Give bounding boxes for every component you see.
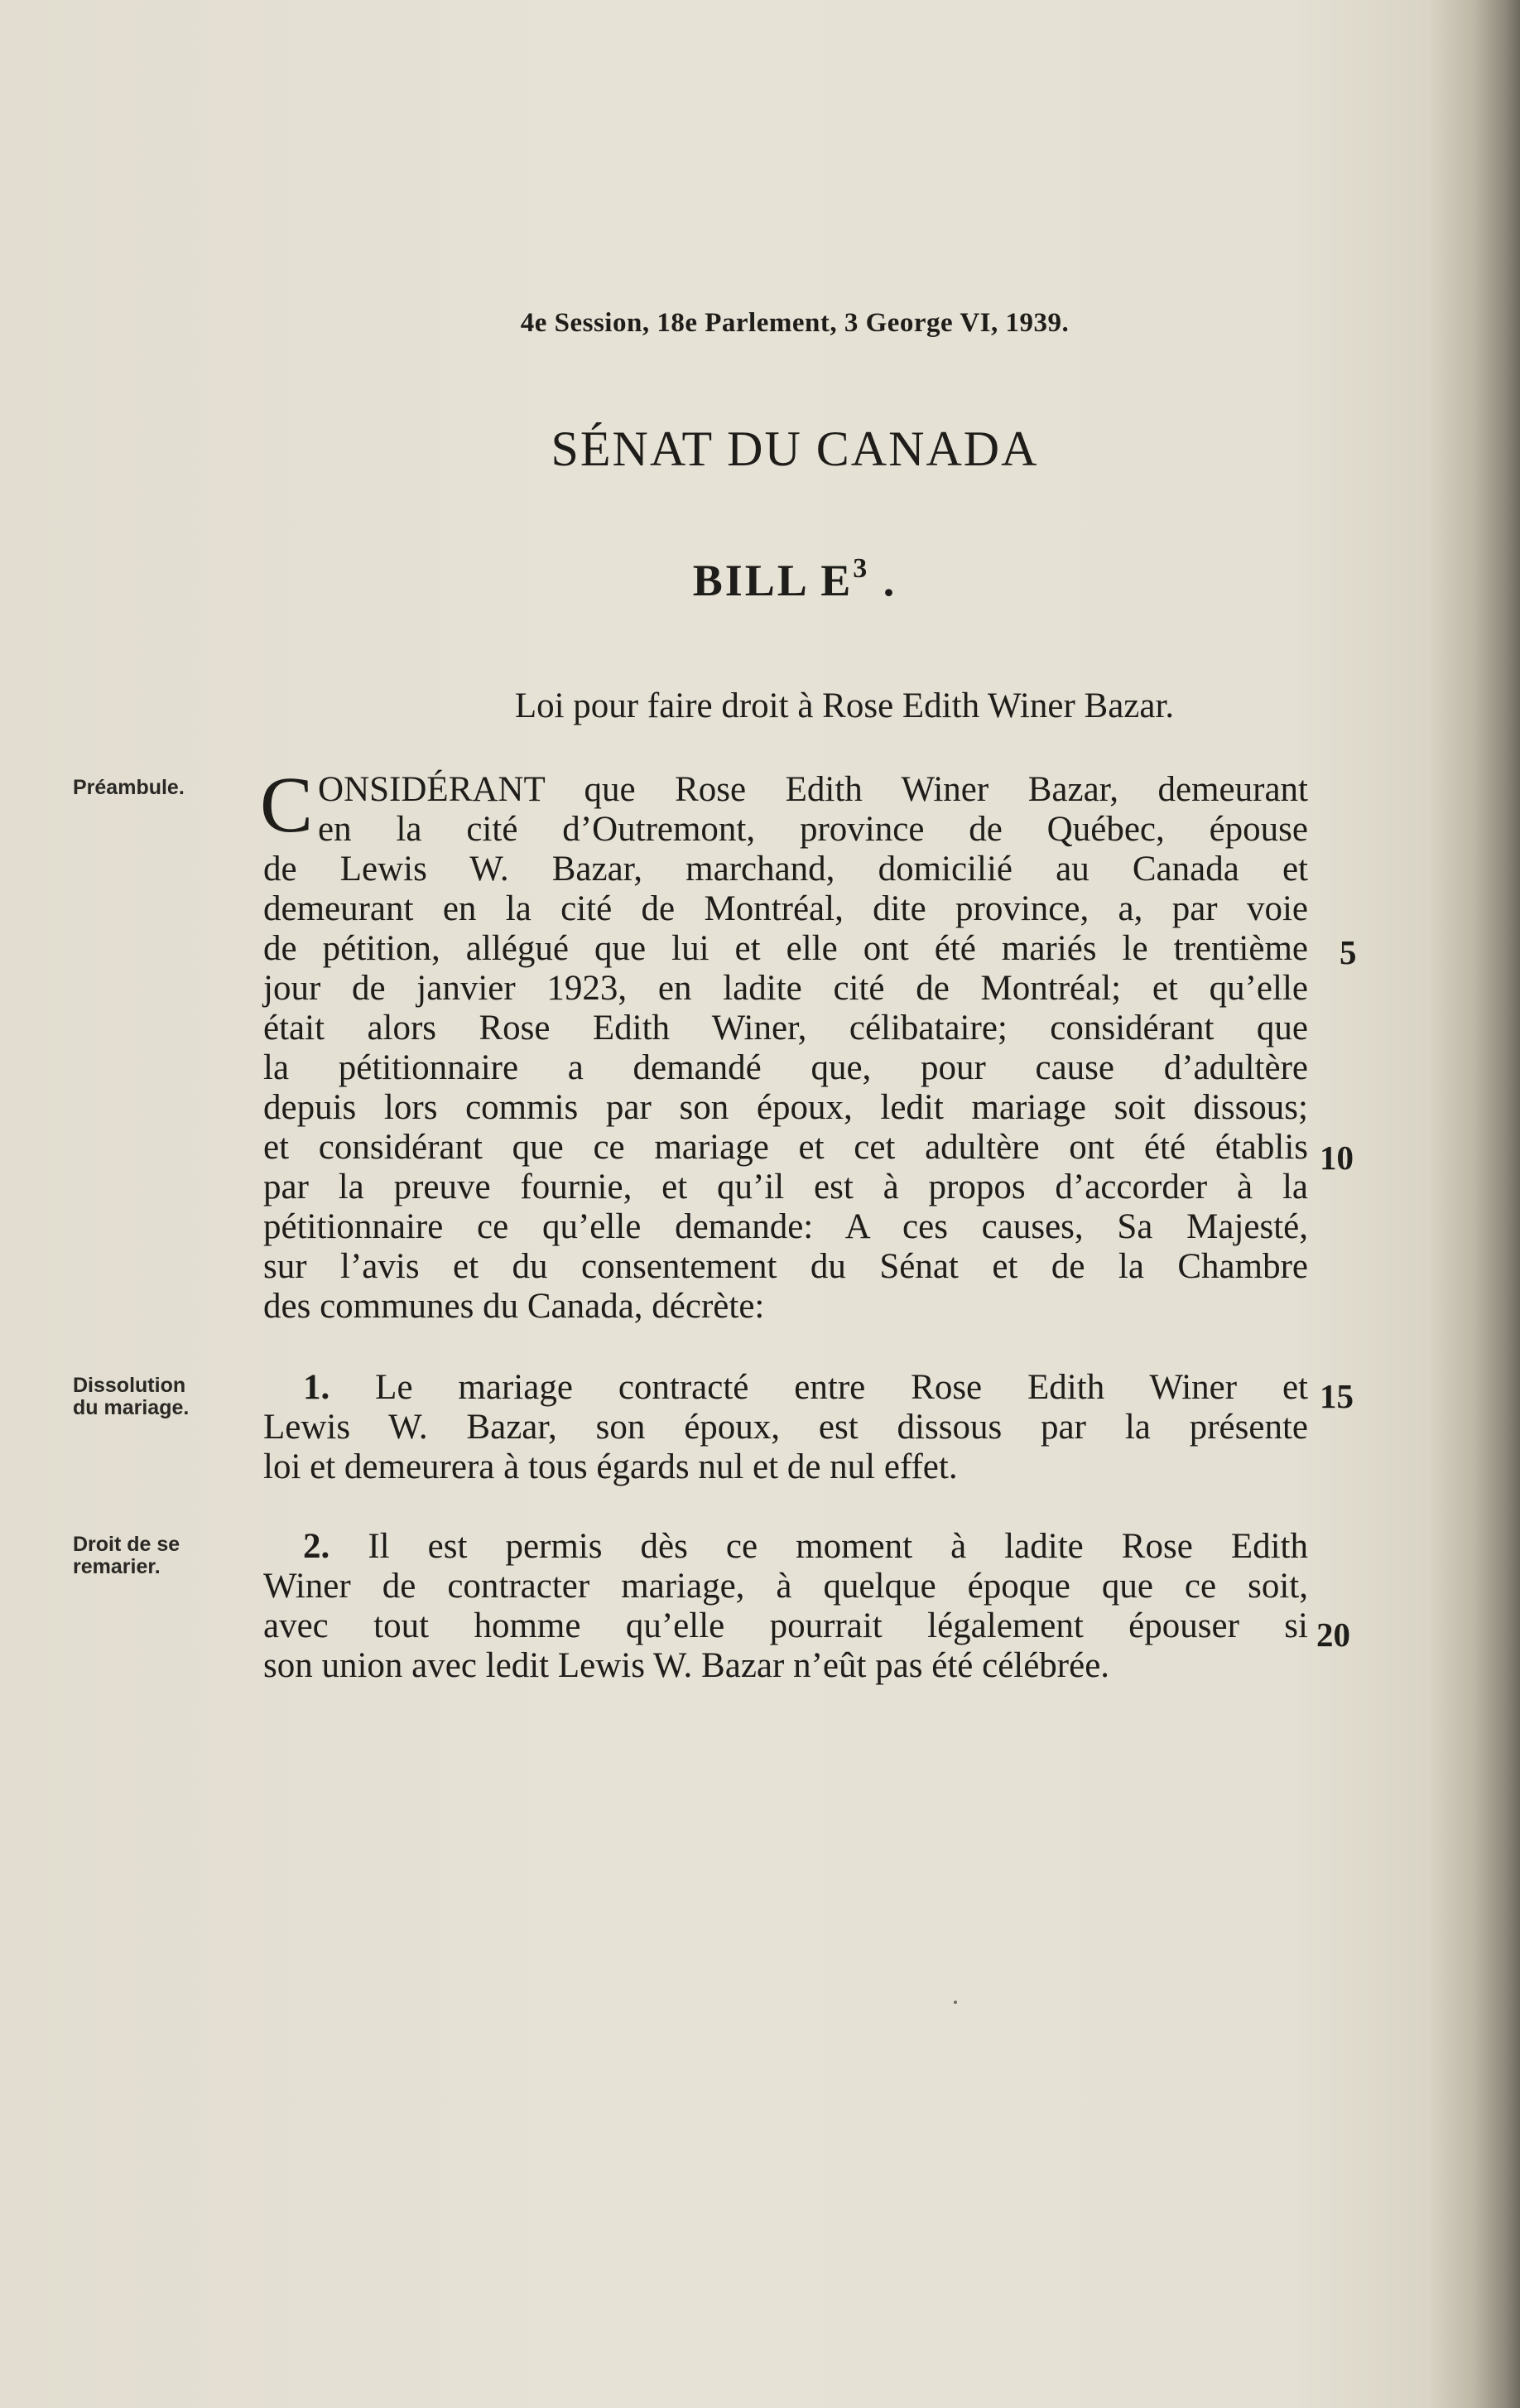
line-number: 15 — [1320, 1377, 1354, 1415]
line-number: 10 — [1320, 1139, 1354, 1177]
bill-number-superscript: 3 — [853, 553, 870, 584]
margin-note-dissolution — [73, 1375, 238, 1419]
preamble-line: par la preuve fournie, et qu’il est à propos d’accorder à la — [263, 1168, 1308, 1206]
margin-note-line: remarier. — [73, 1555, 161, 1578]
drop-cap: C — [260, 760, 314, 849]
preamble-line: pétitionnaire ce qu’elle demande: A ces causes, Sa Majesté, — [263, 1207, 1308, 1246]
preamble-line: de Lewis W. Bazar, marchand, domicilié au Canada et — [263, 850, 1308, 889]
senate-title: SÉNAT DU CANADA — [551, 421, 1039, 476]
margin-note-preamble: Préambule. — [73, 776, 185, 799]
section-line — [263, 1368, 1308, 1408]
margin-note-line: Droit de se — [73, 1533, 180, 1556]
preamble-line: en la cité d’Outremont, province de Québec, épouse — [318, 810, 1308, 849]
line-number: 20 — [1316, 1616, 1350, 1654]
section-line: Winer de contracter mariage, à quelque époque que ce soit, — [263, 1567, 1308, 1606]
section-line: avec tout homme qu’elle pourrait légalement épouser si — [263, 1606, 1308, 1645]
margin-note-remarriage — [73, 1534, 238, 1578]
preamble-line: sur l’avis et du consentement du Sénat et de la Chambre — [263, 1247, 1308, 1286]
preamble-line: depuis lors commis par son époux, ledit mariage soit dissous; — [263, 1088, 1308, 1127]
preamble-text — [260, 760, 1308, 1327]
preamble-line: des communes du Canada, décrète: — [263, 1287, 765, 1326]
section-line: loi et demeurera à tous égards nul et de nul effet. — [263, 1447, 958, 1486]
section-number: 1. — [303, 1368, 330, 1407]
preamble-line: ONSIDÉRANT que Rose Edith Winer Bazar, demeurant — [318, 770, 1308, 809]
section-2-text — [263, 1527, 1308, 1686]
short-title: Loi pour faire droit à Rose Edith Winer Bazar. — [514, 686, 1175, 725]
preamble-line: jour de janvier 1923, en ladite cité de Montréal; et qu’elle — [263, 969, 1308, 1008]
bill-period: . — [883, 556, 897, 605]
section-1-text — [263, 1368, 1308, 1487]
preamble-line: la pétitionnaire a demandé que, pour cause d’adultère — [263, 1048, 1308, 1087]
preamble-line: demeurant en la cité de Montréal, dite province, a, par voie — [263, 889, 1308, 928]
section-text: Il est permis dès ce moment à ladite Rose Edith — [368, 1527, 1308, 1566]
section-line — [263, 1527, 1308, 1567]
paper-speck — [954, 2001, 957, 2004]
bill-label: BILL E — [692, 556, 854, 605]
margin-note-line: Dissolution — [73, 1374, 186, 1397]
line-number: 5 — [1340, 933, 1357, 971]
session-line: 4e Session, 18e Parlement, 3 George VI, 1939. — [520, 308, 1070, 338]
bill-title — [0, 553, 1520, 606]
section-line: Lewis W. Bazar, son époux, est dissous par la présente — [263, 1408, 1308, 1447]
preamble-line: était alors Rose Edith Winer, célibataire; considérant que — [263, 1009, 1308, 1047]
preamble-line: de pétition, allégué que lui et elle ont été mariés le trentième — [263, 929, 1308, 968]
preamble-line: et considérant que ce mariage et cet adultère ont été établis — [263, 1128, 1308, 1167]
section-number: 2. — [303, 1527, 330, 1566]
margin-note-line: du mariage. — [73, 1396, 190, 1419]
section-line: son union avec ledit Lewis W. Bazar n’eût pas été célébrée. — [263, 1646, 1110, 1685]
section-text: Le mariage contracté entre Rose Edith Winer et — [375, 1368, 1308, 1407]
